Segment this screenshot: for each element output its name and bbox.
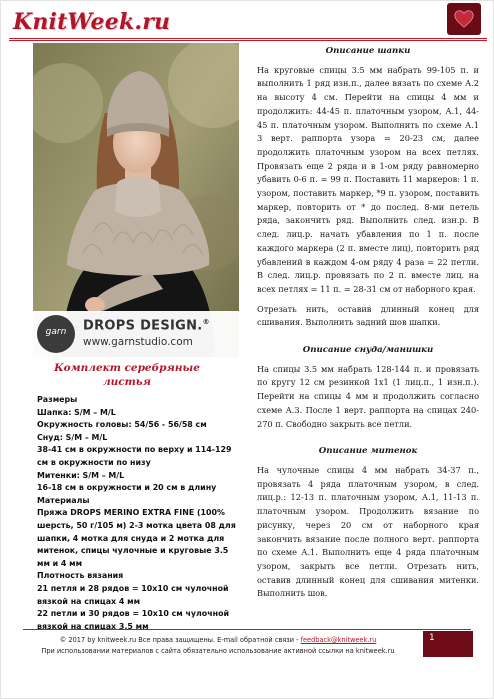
spec-line: 38-41 см в окружности по верху и 114-129 см в окружности по низу bbox=[37, 445, 232, 467]
footer-divider bbox=[23, 629, 471, 630]
spec-line: Материалы bbox=[37, 495, 90, 505]
copyright-line bbox=[23, 635, 413, 646]
header-divider bbox=[9, 37, 487, 41]
heart-badge bbox=[447, 3, 481, 35]
product-photo bbox=[33, 43, 239, 357]
spec-line: Плотность вязания bbox=[37, 571, 124, 581]
specs-column bbox=[37, 361, 243, 633]
instructions-column bbox=[257, 45, 479, 607]
spec-line: Окружность головы: 54/56 - 56/58 см bbox=[37, 420, 207, 430]
snood-section-title: Описание снуда/манишки bbox=[302, 345, 434, 356]
feedback-email-link[interactable]: feedback@knitweek.ru bbox=[300, 636, 377, 644]
knitwear-model-image bbox=[33, 43, 239, 357]
snood-instructions: На спицы 3.5 мм набрать 128-144 п. и провязать по кругу 12 см резинкой 1х1 (1 лиц.п., 1 изн.п.). Перейти на спицы 4 мм и продолжить согласно схеме А.3. После 1 верт. раппорта на спицах 240-270 п. Свободно закрыть все петли. bbox=[257, 363, 479, 429]
site-logo[interactable]: KnitWeek.ru bbox=[13, 9, 171, 35]
brand-ball-label: garn bbox=[45, 327, 67, 337]
brand-banner bbox=[33, 311, 239, 357]
brand-name-text: DROPS DESIGN. bbox=[83, 318, 203, 334]
usage-notice: При использовании материалов с сайта обязательно использование активной ссылки на knitweek.ru bbox=[41, 647, 395, 655]
hat-finishing: Отрезать нить, оставив длинный конец для сшивания. Выполнить задний шов шапки. bbox=[257, 303, 479, 328]
brand-url[interactable]: www.garnstudio.com bbox=[83, 336, 193, 348]
brand-name bbox=[83, 318, 210, 333]
spec-line: Пряжа DROPS MERINO EXTRA FINE (100% шерсть, 50 г/105 м) 2-3 мотка цвета 08 для шапки, 4 мотка для снуда и 2 мотка для митенок, спицы чулочные и круговые 3.5 мм и 4 мм bbox=[37, 508, 236, 568]
heart-icon bbox=[453, 8, 475, 30]
hat-instructions: На круговые спицы 3.5 мм набрать 99-105 п. и выполнить 1 ряд изн.п., далее вязать по схеме А.2 на высоту 4 см. Перейти на спицы 4 мм и продолжить: 44-45 п. платочным узором, А.1, 44-45 п. платочным узором. Выполнить по схеме А.1 3 верт. раппорта узора = 20-23 см, далее продолжить платочным узором на всех петлях. Провязать еще 2 ряда и в 1-ом ряду равномерно убавить 0-6 п. = 99 п. Поставить 11 маркеров: 1 п. узором, поставить маркер, *9 п. узором, поставить маркер, повторить от * до послед. 8-ми петель ряда, закончить ряд. Выполнить след. изн.р. В след. лиц.р. начать убавления по 1 п. после каждого маркера (2 п. вместе лиц), повторить ряд убавлений в каждом 4-ом ряду 4 раза = 22 петли. В след. лиц.р. провязать по 2 п. вместе лиц. на всех петлях = 11 п. = 28-31 см от наборного края. bbox=[257, 64, 479, 294]
mitten-section-title: Описание митенок bbox=[318, 446, 418, 457]
kit-title: Комплект серебряные листья bbox=[54, 362, 200, 388]
mitten-instructions: На чулочные спицы 4 мм набрать 34-37 п., провязать 4 ряда платочным узором, в след. лиц.р.: 12-13 п. платочным узором, А.1, 11-13 п. платочным узором. Продолжить вязание по рисунку, через 20 см от наборного края закончить вязание после полного верт. раппорта по схеме А.1. Выполнить еще 4 ряда платочным узором, закрыть все петли. Отрезать нить, оставив длинный конец для сшивания митенки. Выполнить шов. bbox=[257, 464, 479, 599]
footer bbox=[23, 635, 413, 657]
hat-section-title: Описание шапки bbox=[325, 46, 411, 56]
spec-line: 22 петли и 30 рядов = 10х10 см чулочной вязкой на спицах 3.5 мм bbox=[37, 609, 230, 631]
registered-mark: ® bbox=[202, 318, 210, 326]
copyright-text: © 2017 by knitweek.ru Все права защищены. E-mail обратной связи - bbox=[59, 636, 301, 644]
spec-line: Снуд: S/M – M/L bbox=[37, 432, 108, 442]
spec-line: Размеры bbox=[37, 395, 78, 404]
spec-line: Шапка: S/M – M/L bbox=[37, 407, 116, 417]
spec-line: 21 петля и 28 рядов = 10х10 см чулочной вязкой на спицах 4 мм bbox=[37, 583, 229, 606]
spec-line: Митенки: S/M – M/L bbox=[37, 470, 125, 480]
yarn-ball-logo bbox=[37, 315, 75, 353]
page-number: 1 bbox=[423, 631, 473, 657]
header bbox=[1, 1, 494, 41]
spec-line: 16-18 см в окружности и 20 см в длину bbox=[37, 483, 217, 493]
